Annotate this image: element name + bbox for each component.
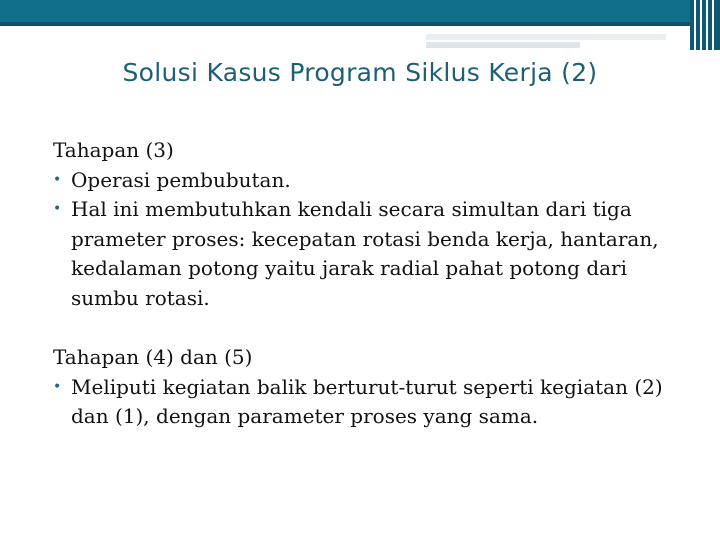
section-heading: Tahapan (4) dan (5) <box>53 345 253 369</box>
bullet-text: Hal ini membutuhkan kendali secara simultan dari tiga prameter proses: kecepatan rotasi benda kerja, hantaran, kedalaman potong yaitu jarak radial pahat potong dari sumbu rotasi. <box>71 197 659 310</box>
header-accent-bar <box>426 34 666 40</box>
bullet-icon: • <box>53 201 62 217</box>
header-stripe <box>700 0 702 50</box>
bullet-icon: • <box>53 378 62 395</box>
slide-body <box>53 136 693 432</box>
header-band-line <box>0 22 720 26</box>
bullet-item <box>53 195 693 313</box>
bullet-item <box>53 166 693 196</box>
section-spacer <box>53 313 693 343</box>
header-accent-bar <box>426 42 580 48</box>
bullet-icon: • <box>53 171 62 188</box>
slide-title: Solusi Kasus Program Siklus Kerja (2) <box>122 58 598 87</box>
bullet-item <box>53 373 693 432</box>
header-band <box>0 0 720 22</box>
header-stripe <box>712 0 714 50</box>
header-stripe <box>694 0 696 50</box>
bullet-text: Meliputi kegiatan balik berturut-turut seperti kegiatan (2) dan (1), dengan parameter proses yang sama. <box>71 374 663 428</box>
bullet-text: Operasi pembubutan. <box>71 167 291 192</box>
header-stripe <box>706 0 708 50</box>
section-heading: Tahapan (3) <box>53 138 174 162</box>
